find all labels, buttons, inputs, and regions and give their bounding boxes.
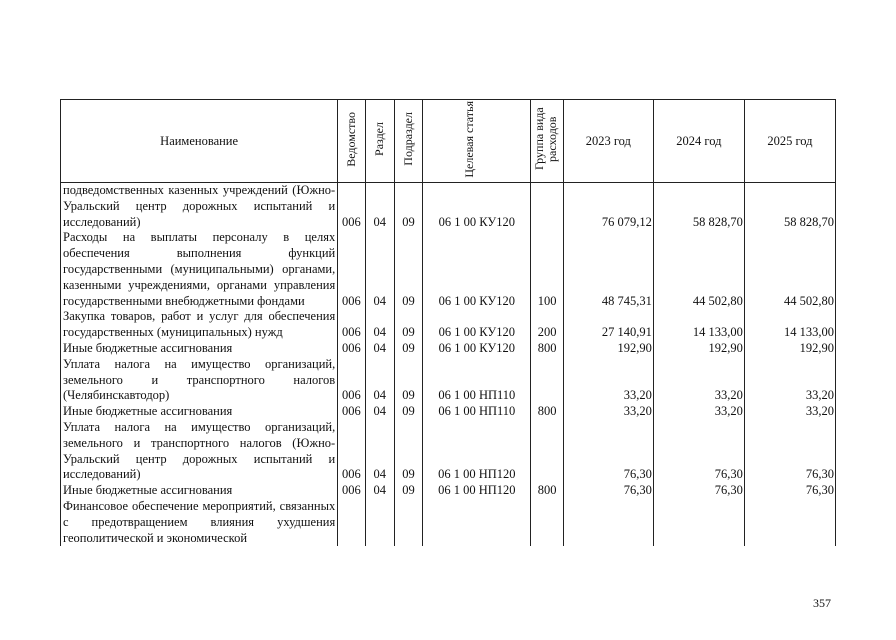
row-2023: 48 745,31 — [563, 230, 653, 309]
table-row — [61, 183, 836, 231]
table-row — [61, 404, 836, 420]
row-2024: 14 133,00 — [653, 309, 744, 341]
row-celevaya: 06 1 00 КУ120 — [423, 183, 531, 231]
row-razdel: 04 — [365, 357, 394, 404]
row-razdel: 04 — [365, 230, 394, 309]
row-podrazdel: 09 — [394, 230, 422, 309]
row-name: Закупка товаров, работ и услуг для обеспечения государственных (муниципальных) нужд — [61, 309, 338, 341]
row-gruppa — [531, 357, 563, 404]
row-2024: 76,30 — [653, 420, 744, 483]
row-gruppa: 100 — [531, 230, 563, 309]
row-vedomstvo: 006 — [338, 404, 365, 420]
row-2025: 33,20 — [744, 404, 835, 420]
row-2023: 192,90 — [563, 341, 653, 357]
row-razdel: 04 — [365, 183, 394, 231]
row-name: Иные бюджетные ассигнования — [61, 341, 338, 357]
row-2025: 192,90 — [744, 341, 835, 357]
row-gruppa: 800 — [531, 404, 563, 420]
budget-table — [60, 99, 836, 546]
row-2023: 76 079,12 — [563, 183, 653, 231]
row-gruppa — [531, 183, 563, 231]
row-celevaya: 06 1 00 КУ120 — [423, 341, 531, 357]
table-row — [61, 483, 836, 499]
header-2025: 2025 год — [744, 100, 835, 183]
row-celevaya: 06 1 00 КУ120 — [423, 230, 531, 309]
header-vedomstvo: Ведомство — [338, 100, 365, 183]
row-celevaya: 06 1 00 НП110 — [423, 357, 531, 404]
row-vedomstvo: 006 — [338, 483, 365, 499]
row-podrazdel: 09 — [394, 420, 422, 483]
row-2024: 33,20 — [653, 357, 744, 404]
header-podrazdel: Подраздел — [394, 100, 422, 183]
row-gruppa: 800 — [531, 483, 563, 499]
row-2024: 58 828,70 — [653, 183, 744, 231]
row-gruppa: 800 — [531, 341, 563, 357]
row-2025 — [744, 499, 835, 546]
header-name: Наименование — [61, 100, 338, 183]
row-celevaya — [423, 499, 531, 546]
header-celevaya: Целевая статья — [423, 100, 531, 183]
row-podrazdel: 09 — [394, 309, 422, 341]
row-vedomstvo: 006 — [338, 357, 365, 404]
row-2025: 44 502,80 — [744, 230, 835, 309]
row-celevaya: 06 1 00 НП110 — [423, 404, 531, 420]
page-number: 357 — [813, 596, 831, 610]
row-gruppa: 200 — [531, 309, 563, 341]
row-razdel: 04 — [365, 404, 394, 420]
row-celevaya: 06 1 00 НП120 — [423, 420, 531, 483]
row-podrazdel: 09 — [394, 404, 422, 420]
row-2023: 33,20 — [563, 357, 653, 404]
row-name: Иные бюджетные ассигнования — [61, 483, 338, 499]
row-2023: 33,20 — [563, 404, 653, 420]
row-celevaya: 06 1 00 КУ120 — [423, 309, 531, 341]
row-gruppa — [531, 499, 563, 546]
row-gruppa — [531, 420, 563, 483]
table-row — [61, 341, 836, 357]
header-2023: 2023 год — [563, 100, 653, 183]
row-vedomstvo: 006 — [338, 420, 365, 483]
row-podrazdel: 09 — [394, 357, 422, 404]
row-2023: 76,30 — [563, 483, 653, 499]
row-vedomstvo — [338, 499, 365, 546]
row-razdel — [365, 499, 394, 546]
row-vedomstvo: 006 — [338, 309, 365, 341]
row-name: подведомственных казенных учреждений (Южно-Уральский центр дорожных испытаний и исследований) — [61, 183, 338, 231]
row-razdel: 04 — [365, 420, 394, 483]
table-row — [61, 357, 836, 404]
row-vedomstvo: 006 — [338, 183, 365, 231]
row-2025: 76,30 — [744, 483, 835, 499]
row-vedomstvo: 006 — [338, 230, 365, 309]
row-razdel: 04 — [365, 309, 394, 341]
row-2025: 76,30 — [744, 420, 835, 483]
row-celevaya: 06 1 00 НП120 — [423, 483, 531, 499]
row-razdel: 04 — [365, 483, 394, 499]
row-2023: 27 140,91 — [563, 309, 653, 341]
row-podrazdel: 09 — [394, 483, 422, 499]
row-razdel: 04 — [365, 341, 394, 357]
table-row — [61, 309, 836, 341]
row-name: Уплата налога на имущество организаций, земельного и транспортного налогов (Южно-Уральский центр дорожных испытаний и исследований) — [61, 420, 338, 483]
row-2024 — [653, 499, 744, 546]
row-name: Уплата налога на имущество организаций, земельного и транспортного налогов (Челябинскавтодор) — [61, 357, 338, 404]
row-2024: 33,20 — [653, 404, 744, 420]
row-podrazdel — [394, 499, 422, 546]
row-podrazdel: 09 — [394, 341, 422, 357]
table-header-row — [61, 100, 836, 183]
budget-table-container — [60, 99, 836, 546]
header-razdel: Раздел — [365, 100, 394, 183]
row-name: Финансовое обеспечение мероприятий, связанных с предотвращением влияния ухудшения геополитической и экономической — [61, 499, 338, 546]
row-2025: 14 133,00 — [744, 309, 835, 341]
header-2024: 2024 год — [653, 100, 744, 183]
row-2025: 58 828,70 — [744, 183, 835, 231]
header-gruppa: Группа вида расходов — [531, 100, 563, 183]
row-2024: 192,90 — [653, 341, 744, 357]
row-2024: 76,30 — [653, 483, 744, 499]
row-2025: 33,20 — [744, 357, 835, 404]
row-2023 — [563, 499, 653, 546]
row-podrazdel: 09 — [394, 183, 422, 231]
table-row — [61, 420, 836, 483]
table-row — [61, 499, 836, 546]
table-row — [61, 230, 836, 309]
row-2024: 44 502,80 — [653, 230, 744, 309]
row-vedomstvo: 006 — [338, 341, 365, 357]
row-name: Расходы на выплаты персоналу в целях обеспечения выполнения функций государственными (муниципальными) органами, казенными учреждениями, органами управления государственными внебюджетными фондами — [61, 230, 338, 309]
row-2023: 76,30 — [563, 420, 653, 483]
row-name: Иные бюджетные ассигнования — [61, 404, 338, 420]
